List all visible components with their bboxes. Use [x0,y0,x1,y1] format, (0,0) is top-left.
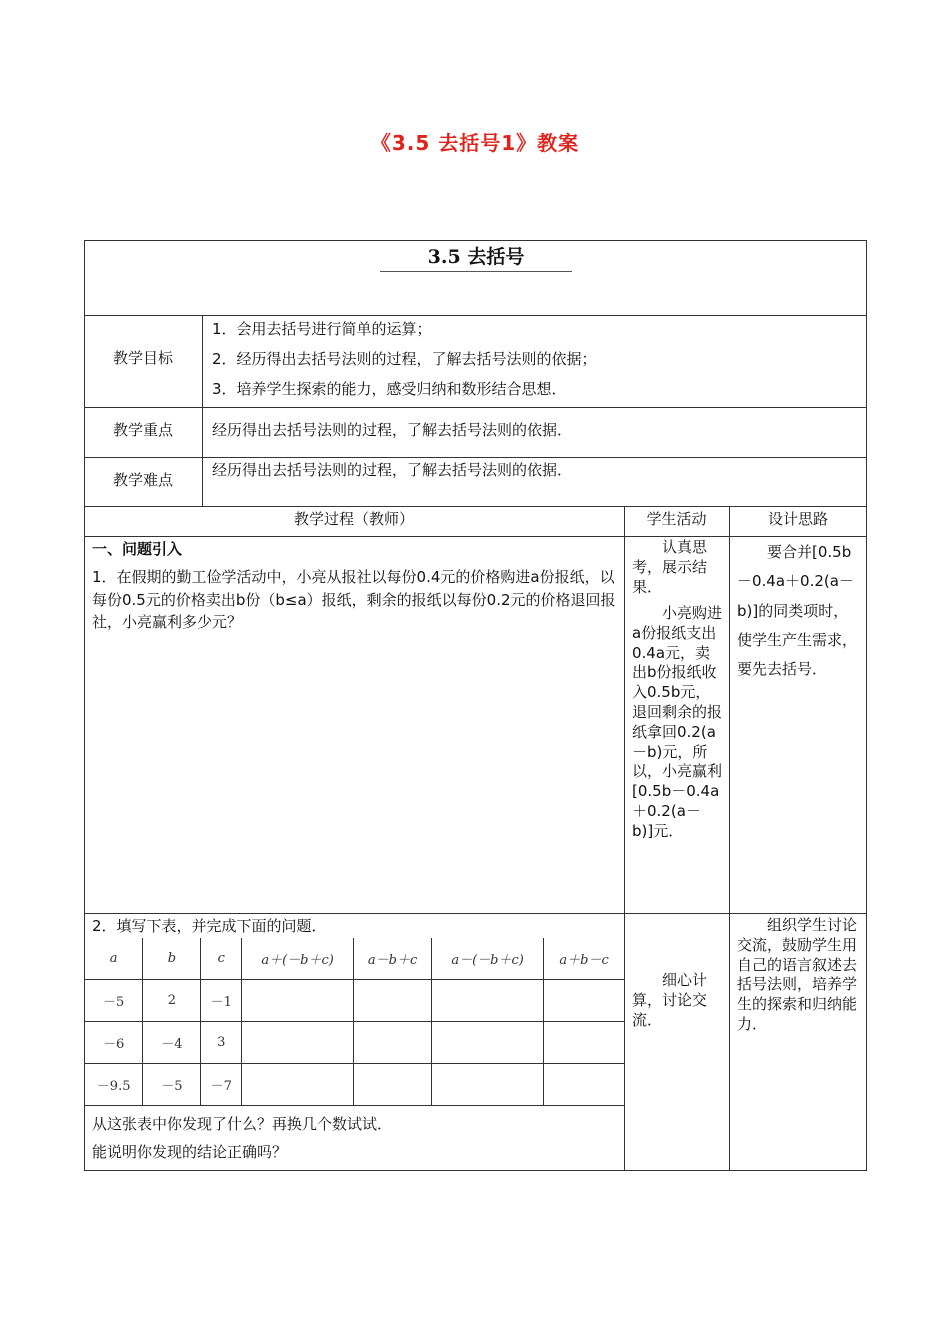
table-cell [354,980,432,1022]
table-header-cell: b [143,938,201,980]
table-cell [544,1022,625,1064]
goal-item-3: 3．培养学生探索的能力，感受归纳和数形结合思想． [212,380,567,398]
document-title: 《3.5 去括号1》教案 [370,131,580,155]
table-cell: 3 [201,1022,242,1064]
student-activity-2: 小亮购进a份报纸支出0.4a元，卖出b份报纸收入0.5b元，退回剩余的报纸拿回0.2(a－b)元，所以，小亮赢利[0.5b－0.4a＋0.2(a－b)]元． [632,604,723,840]
difficulty-text: 经历得出去括号法则的过程，了解去括号法则的依据． [212,461,573,479]
table-cell: －5 [143,1064,201,1106]
row-divider [84,913,867,914]
table-prompt: 2．填写下表，并完成下面的问题． [92,917,327,935]
problem-text: 1．在假期的勤工俭学活动中，小亮从报社以每份0.4元的价格购进a份报纸，以每份0.5元的价格卖出b份（b≤a）报纸，剩余的报纸以每份0.2元的价格退回报社，小亮赢利多少元？ [92,568,616,631]
process-header: 教学过程（教师） [293,510,414,528]
table-cell: －5 [85,980,143,1022]
question-2: 能说明你发现的结论正确吗？ [92,1143,288,1161]
design-column-divider [729,506,730,1171]
table-header-cell: a [85,938,143,980]
table-cell [544,980,625,1022]
key-point-label: 教学重点 [112,421,173,439]
table-cell: －1 [201,980,242,1022]
table-header-cell: a－(－b＋c) [431,938,543,980]
table-header-cell: c [201,938,242,980]
table-cell [241,1064,353,1106]
table-cell [354,1064,432,1106]
table-cell [544,1064,625,1106]
key-point-text: 经历得出去括号法则的过程，了解去括号法则的依据． [212,421,573,439]
design-idea-1: 要合并[0.5b－0.4a＋0.2(a－b)]的同类项时，使学生产生需求，要先去括号． [737,543,858,678]
table-header-cell: a＋b－c [544,938,625,980]
goals-label: 教学目标 [112,349,173,367]
student-activity-1: 认真思考，展示结果． [632,538,708,596]
student-header: 学生活动 [646,510,707,528]
table-header-cell: a＋(－b＋c) [241,938,353,980]
table-cell: －6 [85,1022,143,1064]
table-row [85,1064,625,1106]
design-idea-2: 组织学生讨论交流，鼓励学生用自己的语言叙述去括号法则，培养学生的探索和归纳能力． [737,916,858,1033]
goal-item-1: 1．会用去括号进行简单的运算； [212,320,432,338]
table-header-row [85,938,625,980]
practice-table [84,938,625,1106]
table-row [85,980,625,1022]
heading-underline [380,271,572,272]
table-cell [241,980,353,1022]
table-cell [241,1022,353,1064]
label-column-divider [202,315,203,507]
lesson-heading: 3.5 去括号 [427,246,525,268]
student-activity-3: 细心计算，讨论交流． [632,971,708,1029]
table-row [85,1022,625,1064]
table-cell: －7 [201,1064,242,1106]
difficulty-label: 教学难点 [112,471,173,489]
question-1: 从这张表中你发现了什么？再换几个数试试． [92,1115,393,1133]
table-cell: －4 [143,1022,201,1064]
table-cell: －9.5 [85,1064,143,1106]
table-cell [354,1022,432,1064]
row-divider [84,536,867,537]
table-cell [431,1022,543,1064]
design-header: 设计思路 [767,510,828,528]
table-header-cell: a－b＋c [354,938,432,980]
goal-item-2: 2．经历得出去括号法则的过程，了解去括号法则的依据； [212,350,597,368]
section-heading: 一、问题引入 [92,540,183,558]
table-cell [431,980,543,1022]
table-cell [431,1064,543,1106]
table-cell: 2 [143,980,201,1022]
